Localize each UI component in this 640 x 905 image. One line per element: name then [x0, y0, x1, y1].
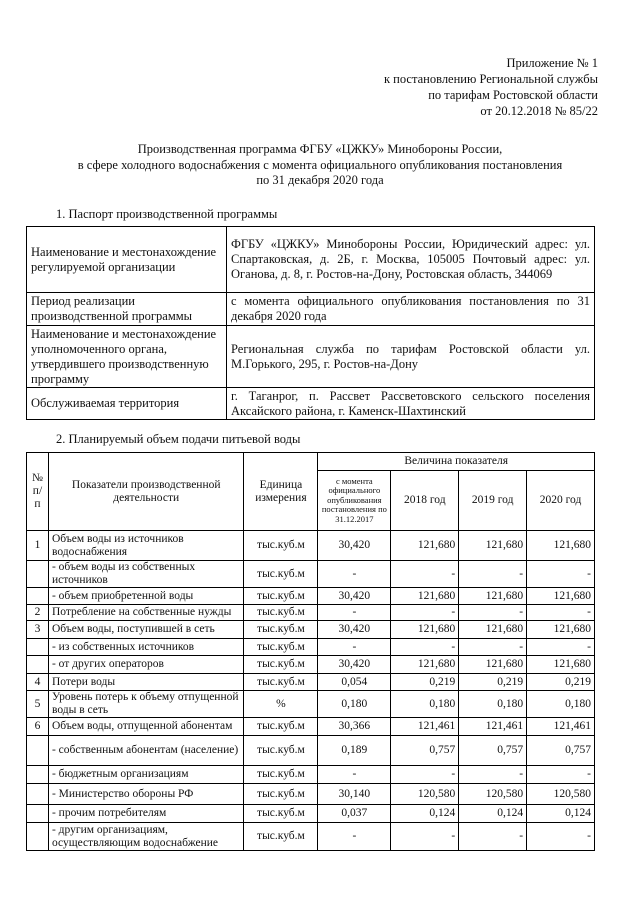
water-volume-table-body	[27, 531, 595, 851]
row-indicator: - от других операторов	[48, 656, 244, 674]
row-indicator: - объем приобретенной воды	[48, 588, 244, 605]
row-indicator: - другим организациям, осуществляющим водоснабжение	[48, 823, 244, 851]
row-value-moment: 0,037	[318, 805, 391, 823]
row-num: 4	[27, 674, 49, 691]
document-title	[30, 142, 610, 189]
passport-label: Период реализации производственной программы	[27, 293, 227, 326]
row-value-2019: -	[459, 605, 527, 621]
row-indicator: - собственным абонентам (население)	[48, 736, 244, 766]
row-value-2020: -	[527, 561, 595, 588]
row-value-2018: 121,680	[391, 621, 459, 639]
row-value-2020: -	[527, 639, 595, 656]
row-num	[27, 784, 49, 805]
water-volume-table	[26, 452, 595, 851]
row-unit: тыс.куб.м	[244, 674, 318, 691]
header-unit: Единица измерения	[244, 453, 318, 531]
row-num: 1	[27, 531, 49, 561]
header-col-moment: с момента официального опубликования постановления по 31.12.2017	[318, 471, 391, 531]
row-value-2019: 0,124	[459, 805, 527, 823]
row-num: 2	[27, 605, 49, 621]
row-value-2019: 0,757	[459, 736, 527, 766]
appendix-line-3: по тарифам Ростовской области	[428, 88, 598, 102]
row-value-moment: -	[318, 766, 391, 784]
appendix-line-1: Приложение № 1	[506, 56, 598, 70]
row-indicator: Уровень потерь к объему отпущенной воды в сеть	[48, 691, 244, 718]
row-num: 6	[27, 718, 49, 736]
table-row	[27, 605, 595, 621]
row-num: 5	[27, 691, 49, 718]
row-value-moment: 30,420	[318, 621, 391, 639]
title-line-2: в сфере холодного водоснабжения с момента официального опубликования постановления	[77, 157, 563, 172]
row-unit: тыс.куб.м	[244, 656, 318, 674]
table-row	[27, 784, 595, 805]
row-value-moment: 30,366	[318, 718, 391, 736]
row-value-moment: 30,140	[318, 784, 391, 805]
row-value-2018: -	[391, 605, 459, 621]
appendix-block	[384, 55, 598, 119]
row-value-moment: 30,420	[318, 588, 391, 605]
row-num	[27, 736, 49, 766]
header-col-2020: 2020 год	[527, 471, 595, 531]
header-num: № п/п	[27, 453, 49, 531]
row-value-2019: 121,680	[459, 621, 527, 639]
row-indicator: Потери воды	[48, 674, 244, 691]
row-value-2020: 121,680	[527, 656, 595, 674]
row-unit: тыс.куб.м	[244, 605, 318, 621]
row-value-2020: -	[527, 605, 595, 621]
title-line-1: Производственная программа ФГБУ «ЦЖКУ» Минобороны России,	[137, 142, 503, 156]
table-row	[27, 561, 595, 588]
row-indicator: - прочим потребителям	[48, 805, 244, 823]
appendix-line-2: к постановлению Региональной службы	[383, 72, 598, 86]
row-value-2018: -	[391, 639, 459, 656]
passport-label: Наименование и местонахождение уполномоченного органа, утвердившего производственную программу	[27, 326, 227, 388]
row-value-moment: 30,420	[318, 656, 391, 674]
table-row	[27, 621, 595, 639]
appendix-line-4: от 20.12.2018 № 85/22	[480, 104, 598, 118]
row-indicator: Объем воды, отпущенной абонентам	[48, 718, 244, 736]
table-row	[27, 823, 595, 851]
row-unit: тыс.куб.м	[244, 736, 318, 766]
row-value-2020: 121,680	[527, 531, 595, 561]
row-value-moment: -	[318, 639, 391, 656]
row-unit: тыс.куб.м	[244, 805, 318, 823]
row-unit: тыс.куб.м	[244, 766, 318, 784]
row-unit: тыс.куб.м	[244, 639, 318, 656]
row-num	[27, 766, 49, 784]
row-value-2020: 121,680	[527, 588, 595, 605]
row-value-2019: 121,461	[459, 718, 527, 736]
title-line-3: по 31 декабря 2020 года	[256, 173, 384, 187]
table-row	[27, 588, 595, 605]
row-value-2018: -	[391, 766, 459, 784]
section-2-heading: 2. Планируемый объем подачи питьевой воды	[56, 432, 301, 446]
row-value-2020: 0,124	[527, 805, 595, 823]
passport-value: с момента официального опубликования постановления по 31 декабря 2020 года	[227, 293, 595, 326]
row-value-2020: 121,461	[527, 718, 595, 736]
row-value-2020: -	[527, 766, 595, 784]
passport-row	[27, 227, 595, 293]
row-value-moment: 0,180	[318, 691, 391, 718]
row-value-2020: 0,180	[527, 691, 595, 718]
row-num	[27, 805, 49, 823]
row-unit: тыс.куб.м	[244, 531, 318, 561]
row-value-moment: -	[318, 823, 391, 851]
table-row	[27, 805, 595, 823]
row-value-2018: 121,461	[391, 718, 459, 736]
row-indicator: - бюджетным организациям	[48, 766, 244, 784]
passport-value: Региональная служба по тарифам Ростовской области ул. М.Горького, 295, г. Ростов-на-Дону	[227, 326, 595, 388]
row-value-2018: 0,757	[391, 736, 459, 766]
row-value-2019: 0,180	[459, 691, 527, 718]
row-value-moment: -	[318, 605, 391, 621]
row-value-moment: 30,420	[318, 531, 391, 561]
table-row	[27, 766, 595, 784]
row-indicator: Объем воды из источников водоснабжения	[48, 531, 244, 561]
row-num	[27, 656, 49, 674]
row-unit: тыс.куб.м	[244, 588, 318, 605]
row-unit: тыс.куб.м	[244, 718, 318, 736]
row-value-2020: 120,580	[527, 784, 595, 805]
row-value-2018: 0,124	[391, 805, 459, 823]
row-value-2019: 121,680	[459, 588, 527, 605]
row-unit: тыс.куб.м	[244, 784, 318, 805]
row-value-2019: -	[459, 766, 527, 784]
table-row	[27, 718, 595, 736]
row-value-2020: -	[527, 823, 595, 851]
row-value-2018: 120,580	[391, 784, 459, 805]
table-row	[27, 736, 595, 766]
table-row	[27, 674, 595, 691]
table-row	[27, 531, 595, 561]
row-num	[27, 823, 49, 851]
table-row	[27, 691, 595, 718]
row-indicator: - объем воды из собственных источников	[48, 561, 244, 588]
row-value-2019: 120,580	[459, 784, 527, 805]
header-col-2018: 2018 год	[391, 471, 459, 531]
header-col-2019: 2019 год	[459, 471, 527, 531]
row-value-2018: 121,680	[391, 656, 459, 674]
section-1-heading: 1. Паспорт производственной программы	[56, 207, 278, 221]
table-row	[27, 639, 595, 656]
row-value-2020: 0,219	[527, 674, 595, 691]
row-num	[27, 639, 49, 656]
row-value-2018: 0,180	[391, 691, 459, 718]
row-value-2018: -	[391, 823, 459, 851]
row-num: 3	[27, 621, 49, 639]
row-value-2018: 0,219	[391, 674, 459, 691]
row-value-2019: -	[459, 561, 527, 588]
passport-label: Наименование и местонахождение регулируемой организации	[27, 227, 227, 293]
row-value-2018: -	[391, 561, 459, 588]
row-num	[27, 588, 49, 605]
passport-table	[26, 226, 595, 420]
row-indicator: - Министерство обороны РФ	[48, 784, 244, 805]
row-value-2019: 0,219	[459, 674, 527, 691]
row-value-2019: 121,680	[459, 656, 527, 674]
row-unit: %	[244, 691, 318, 718]
row-value-moment: 0,054	[318, 674, 391, 691]
row-value-2018: 121,680	[391, 531, 459, 561]
header-indicator: Показатели производственной деятельности	[48, 453, 244, 531]
table-row	[27, 656, 595, 674]
passport-value: г. Таганрог, п. Рассвет Рассветовского сельского поселения Аксайского района, г. Каменск-Шахтинский	[227, 388, 595, 420]
passport-row	[27, 388, 595, 420]
header-value-group: Величина показателя	[318, 453, 595, 471]
passport-label: Обслуживаемая территория	[27, 388, 227, 420]
row-value-2019: -	[459, 823, 527, 851]
row-unit: тыс.куб.м	[244, 561, 318, 588]
row-num	[27, 561, 49, 588]
passport-value: ФГБУ «ЦЖКУ» Минобороны России, Юридический адрес: ул. Спартаковская, д. 2Б, г. Москва, 105005 Почтовый адрес: ул. Оганова, д. 8, г. Ростов-на-Дону, Ростовская область, 344069	[227, 227, 595, 293]
row-indicator: Объем воды, поступившей в сеть	[48, 621, 244, 639]
row-value-2019: 121,680	[459, 531, 527, 561]
row-indicator: - из собственных источников	[48, 639, 244, 656]
row-value-moment: -	[318, 561, 391, 588]
row-indicator: Потребление на собственные нужды	[48, 605, 244, 621]
row-unit: тыс.куб.м	[244, 621, 318, 639]
row-value-2018: 121,680	[391, 588, 459, 605]
row-value-2020: 121,680	[527, 621, 595, 639]
row-unit: тыс.куб.м	[244, 823, 318, 851]
passport-row	[27, 293, 595, 326]
passport-row	[27, 326, 595, 388]
row-value-moment: 0,189	[318, 736, 391, 766]
row-value-2019: -	[459, 639, 527, 656]
row-value-2020: 0,757	[527, 736, 595, 766]
